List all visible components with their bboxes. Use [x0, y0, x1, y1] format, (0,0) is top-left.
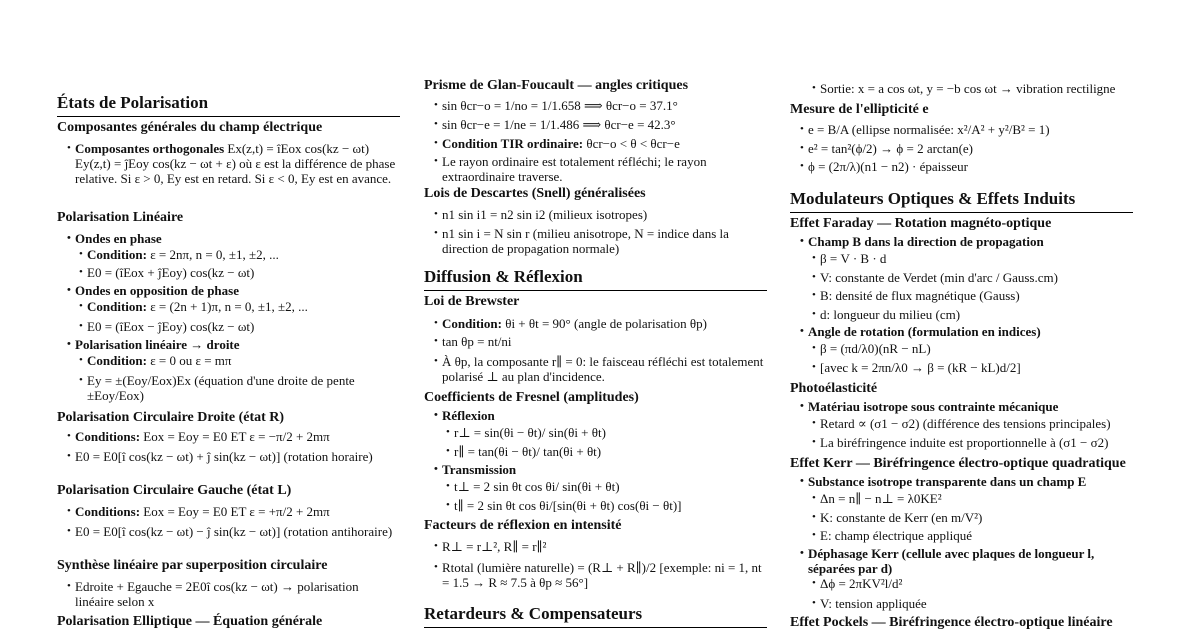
bullet-item: • Δϕ = 2πKV²l/d²	[808, 576, 1133, 591]
subsection-heading: Mesure de l'ellipticité e	[790, 102, 929, 117]
bullet-item: • β = (πd/λ0)(nR − nL)	[808, 341, 1133, 356]
bullet-item: • [avec k = 2πn/λ0 → β = (kR − kL)d/2]	[808, 360, 1133, 375]
subsection-heading: Polarisation Linéaire	[57, 210, 184, 225]
bullet-list	[57, 247, 400, 262]
bullet-list	[424, 408, 767, 423]
bullet-heading: • Ondes en phase	[63, 231, 400, 246]
bullet-list	[790, 435, 1133, 450]
bullet-item: • Condition: ε = 2nπ, n = 0, ±1, ±2, ...	[75, 247, 400, 262]
bullet-list	[424, 354, 767, 384]
bullet-list	[57, 141, 400, 186]
bullet-list	[57, 449, 400, 464]
subsection-heading: Polarisation Elliptique — Équation générale	[57, 614, 323, 629]
bullet-list	[790, 159, 1133, 174]
bullet-item: • V: tension appliquée	[808, 596, 1133, 611]
section-heading: Retardeurs & Compensateurs	[424, 604, 767, 628]
bullet-list	[790, 288, 1133, 303]
bullet-list	[424, 444, 767, 459]
subsection-heading: Synthèse linéaire par superposition circulaire	[57, 558, 328, 573]
bullet-item: • Condition: ε = 0 ou ε = mπ	[75, 353, 400, 368]
bullet-list	[790, 122, 1133, 137]
bullet-list	[424, 479, 767, 494]
subsection-heading: Polarisation Circulaire Gauche (état L)	[57, 483, 292, 498]
bullet-item: • β = V · B · d	[808, 251, 1133, 266]
bullet-heading: • Substance isotrope transparente dans un champ E	[796, 474, 1133, 489]
bullet-item: • e = B/A (ellipse normalisée: x²/A² + y²/B² = 1)	[796, 122, 1133, 137]
bullet-item: • Condition TIR ordinaire: θcr−o < θ < θcr−e	[430, 136, 767, 151]
bullet-item: • tan θp = nt/ni	[430, 334, 767, 349]
bullet-item: • Conditions: Eox = Eoy = E0 ET ε = −π/2 + 2mπ	[63, 429, 400, 444]
bullet-item: • Sortie: x = a cos ωt, y = −b cos ωt → vibration rectiligne	[808, 81, 1133, 96]
subsection-heading: Effet Pockels — Biréfringence électro-optique linéaire	[790, 615, 1113, 630]
subsection-heading: Polarisation Circulaire Droite (état R)	[57, 410, 285, 425]
bullet-item: • B: densité de flux magnétique (Gauss)	[808, 288, 1133, 303]
bullet-list	[424, 207, 767, 222]
subsection-heading: Coefficients de Fresnel (amplitudes)	[424, 390, 639, 405]
subsection-heading: Lois de Descartes (Snell) généralisées	[424, 186, 646, 201]
bullet-list	[790, 510, 1133, 525]
bullet-item: • n1 sin i = N sin r (milieu anisotrope, N = indice dans la direction de propagation normale)	[430, 226, 767, 256]
bullet-item: • E0 = E0[î cos(kz − ωt) + ĵ sin(kz − ωt)] (rotation horaire)	[63, 449, 400, 464]
bullet-list	[424, 117, 767, 132]
bullet-item: • r∥ = tan(θi − θt)/ tan(θi + θt)	[442, 444, 767, 459]
bullet-list	[424, 154, 767, 184]
bullet-list	[57, 283, 400, 298]
bullet-heading: • Réflexion	[430, 408, 767, 423]
bullet-item: • Le rayon ordinaire est totalement réfléchi; le rayon extraordinaire traverse.	[430, 154, 767, 184]
bullet-heading: • Déphasage Kerr (cellule avec plaques de longueur l, séparées par d)	[796, 546, 1133, 576]
bullet-lead: Condition TIR ordinaire:	[442, 136, 584, 151]
bullet-item: • Condition: θi + θt = 90° (angle de polarisation θp)	[430, 316, 767, 331]
bullet-item: • d: longueur du milieu (cm)	[808, 307, 1133, 322]
bullet-list	[790, 474, 1133, 489]
bullet-item: • sin θcr−e = 1/ne = 1/1.486 ⟹ θcr−e = 42.3°	[430, 117, 767, 132]
section-heading: Modulateurs Optiques & Effets Induits	[790, 189, 1133, 213]
bullet-lead: Condition:	[87, 353, 147, 368]
bullet-item: • Composantes orthogonales Ex(z,t) = îEox cos(kz − ωt) Ey(z,t) = ĵEoy cos(kz − ωt + ε) où ε est la différence de phase relative. Si ε > 0, Ey est en retard. Si ε < 0, Ey est en avance.	[63, 141, 400, 186]
bullet-item: • R⊥ = r⊥², R∥ = r∥²	[430, 539, 767, 554]
bullet-item: • Conditions: Eox = Eoy = E0 ET ε = +π/2 + 2mπ	[63, 504, 400, 519]
bullet-item: • Ey = ±(Eoy/Eox)Ex (équation d'une droite de pente ±Eoy/Eox)	[75, 373, 400, 403]
bullet-heading: • Transmission	[430, 462, 767, 477]
bullet-item: • La biréfringence induite est proportionnelle à (σ1 − σ2)	[808, 435, 1133, 450]
bullet-item: • Rtotal (lumière naturelle) = (R⊥ + R∥)/2 [exemple: ni = 1, nt = 1.5 → R ≈ 7.5 à θp ≈ 56°]	[430, 560, 767, 590]
bullet-list	[790, 528, 1133, 543]
bullet-list	[57, 429, 400, 444]
bullet-item: • r⊥ = sin(θi − θt)/ sin(θi + θt)	[442, 425, 767, 440]
bullet-lead: Condition:	[87, 299, 147, 314]
subsection-heading: Effet Kerr — Biréfringence électro-optique quadratique	[790, 456, 1126, 471]
bullet-list	[424, 316, 767, 331]
bullet-list	[790, 546, 1133, 576]
bullet-heading: • Matériau isotrope sous contrainte mécanique	[796, 399, 1133, 414]
bullet-list	[424, 425, 767, 440]
bullet-item: • E0 = E0[î cos(kz − ωt) − ĵ sin(kz − ωt)] (rotation antihoraire)	[63, 524, 400, 539]
bullet-item: • t⊥ = 2 sin θt cos θi/ sin(θi + θt)	[442, 479, 767, 494]
bullet-item: • sin θcr−o = 1/no = 1/1.658 ⟹ θcr−o = 37.1°	[430, 98, 767, 113]
bullet-item: • E: champ électrique appliqué	[808, 528, 1133, 543]
subsection-heading: Composantes générales du champ électrique	[57, 120, 323, 135]
bullet-list	[57, 265, 400, 280]
subsection-heading: Loi de Brewster	[424, 294, 520, 309]
section-heading: États de Polarisation	[57, 93, 400, 117]
bullet-lead: Conditions:	[75, 504, 141, 519]
bullet-list	[790, 270, 1133, 285]
bullet-lead: Condition:	[87, 247, 147, 262]
bullet-list	[57, 353, 400, 368]
bullet-item: • Δn = n∥ − n⊥ = λ0KE²	[808, 491, 1133, 506]
bullet-list	[790, 307, 1133, 322]
bullet-heading: • Angle de rotation (formulation en indices)	[796, 324, 1133, 339]
bullet-list	[790, 416, 1133, 431]
bullet-list	[424, 498, 767, 513]
bullet-list	[57, 337, 400, 352]
bullet-item: • n1 sin i1 = n2 sin i2 (milieux isotropes)	[430, 207, 767, 222]
bullet-item: • E0 = (îEox + ĵEoy) cos(kz − ωt)	[75, 265, 400, 280]
bullet-item: • V: constante de Verdet (min d'arc / Gauss.cm)	[808, 270, 1133, 285]
section-heading: Diffusion & Réflexion	[424, 267, 767, 291]
bullet-list	[790, 596, 1133, 611]
bullet-item: • Retard ∝ (σ1 − σ2) (différence des tensions principales)	[808, 416, 1133, 431]
bullet-item: • K: constante de Kerr (en m/V²)	[808, 510, 1133, 525]
bullet-list	[790, 341, 1133, 356]
bullet-list	[424, 462, 767, 477]
bullet-list	[790, 360, 1133, 375]
bullet-list	[57, 579, 400, 609]
bullet-item: • Condition: ε = (2n + 1)π, n = 0, ±1, ±2, ...	[75, 299, 400, 314]
bullet-list	[57, 231, 400, 246]
bullet-list	[424, 560, 767, 590]
bullet-list	[790, 251, 1133, 266]
bullet-item: • e² = tan²(ϕ/2) → ϕ = 2 arctan(e)	[796, 141, 1133, 156]
bullet-heading: • Ondes en opposition de phase	[63, 283, 400, 298]
bullet-list	[790, 234, 1133, 249]
bullet-list	[57, 373, 400, 403]
bullet-list	[790, 491, 1133, 506]
subsection-heading: Effet Faraday — Rotation magnéto-optique	[790, 216, 1052, 231]
bullet-list	[57, 319, 400, 334]
subsection-heading: Facteurs de réflexion en intensité	[424, 518, 622, 533]
bullet-list	[790, 576, 1133, 591]
bullet-list	[424, 226, 767, 256]
bullet-list	[57, 299, 400, 314]
bullet-list	[57, 524, 400, 539]
bullet-item: • t∥ = 2 sin θt cos θi/[sin(θi + θt) cos(θi − θt)]	[442, 498, 767, 513]
bullet-list	[424, 136, 767, 151]
bullet-list	[424, 98, 767, 113]
bullet-item: • E0 = (îEox − ĵEoy) cos(kz − ωt)	[75, 319, 400, 334]
bullet-heading: • Polarisation linéaire → droite	[63, 337, 400, 352]
bullet-list	[424, 539, 767, 554]
bullet-heading: • Champ B dans la direction de propagation	[796, 234, 1133, 249]
bullet-lead: Condition:	[442, 316, 502, 331]
bullet-list	[424, 334, 767, 349]
bullet-list	[57, 504, 400, 519]
bullet-lead: Composantes orthogonales	[75, 141, 225, 156]
subsection-heading: Photoélasticité	[790, 381, 878, 396]
bullet-list	[790, 324, 1133, 339]
bullet-lead: Conditions:	[75, 429, 141, 444]
bullet-item: • À θp, la composante r∥ = 0: le faisceau réfléchi est totalement polarisé ⊥ au plan d'incidence.	[430, 354, 767, 384]
bullet-list	[790, 81, 1133, 96]
bullet-item: • Edroite + Egauche = 2E0î cos(kz − ωt) → polarisation linéaire selon x	[63, 579, 400, 609]
bullet-list	[790, 399, 1133, 414]
bullet-list	[790, 141, 1133, 156]
bullet-item: • ϕ = (2π/λ)(n1 − n2) · épaisseur	[796, 159, 1133, 174]
subsection-heading: Prisme de Glan-Foucault — angles critiques	[424, 78, 689, 93]
